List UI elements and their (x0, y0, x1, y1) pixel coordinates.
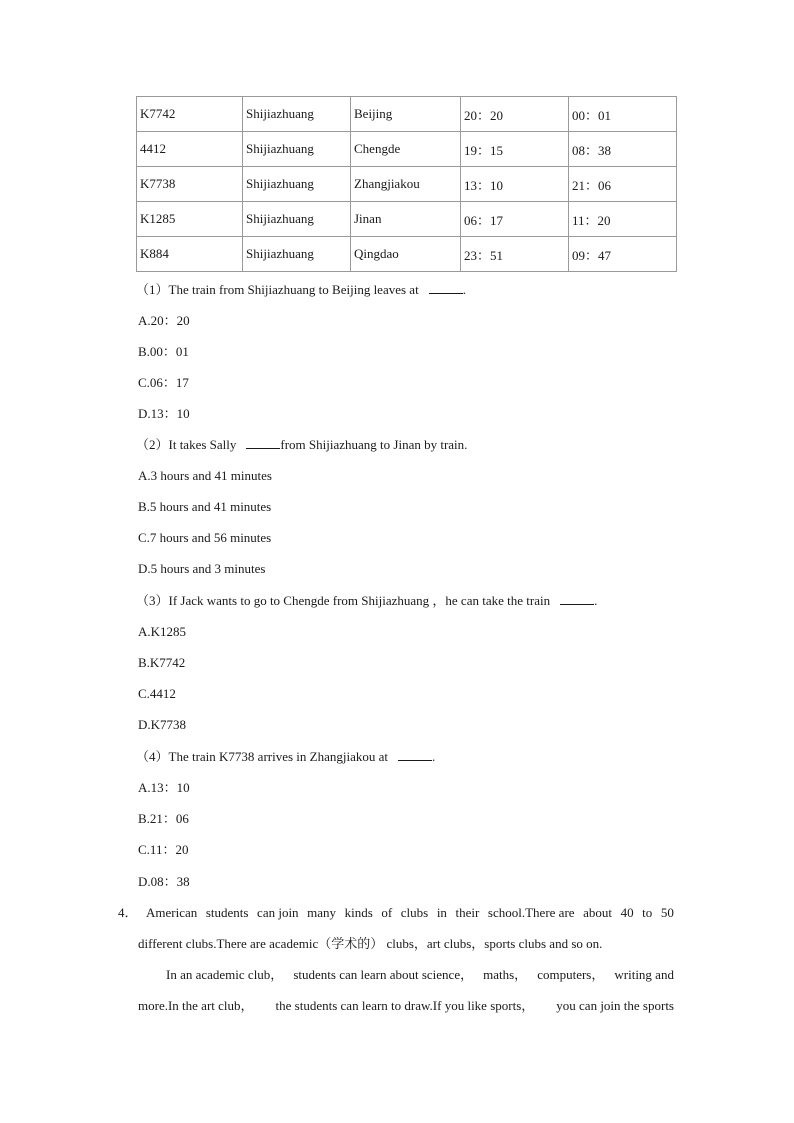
departure-time-cell: 23：51 (461, 237, 569, 272)
question-tail: . (594, 593, 598, 608)
word: in (436, 905, 447, 920)
word: clubs (400, 905, 429, 920)
table-row (137, 132, 677, 167)
question-3-stem (136, 593, 597, 609)
option-c: C.4412 (138, 686, 176, 701)
question-tail: . (462, 282, 466, 297)
train-number-cell: K1285 (137, 202, 243, 237)
question-text: （2）It takes Sally (136, 437, 237, 452)
option-a: A.20：20 (138, 313, 190, 328)
word: of (381, 905, 393, 920)
departure-station-cell: Shijiazhuang (243, 202, 351, 237)
question-text: （4）The train K7738 arrives in Zhangjiakou at (136, 749, 388, 764)
phrase: computers， (537, 967, 605, 982)
answer-blank (560, 593, 594, 605)
option-b: B.K7742 (138, 655, 186, 670)
phrase: maths， (483, 967, 528, 982)
word: kinds (344, 905, 373, 920)
word: to (642, 905, 653, 920)
passage-line-3 (166, 967, 674, 983)
destination-cell: Jinan (351, 202, 461, 237)
destination-cell: Qingdao (351, 237, 461, 272)
train-timetable (136, 96, 677, 272)
answer-blank (246, 437, 280, 449)
phrase: you can join the sports (556, 998, 674, 1013)
option-b: B.5 hours and 41 minutes (138, 499, 272, 514)
destination-cell: Zhangjiakou (351, 167, 461, 202)
answer-blank (398, 749, 432, 761)
table-row (137, 237, 677, 272)
phrase: more.In the art club， (138, 998, 254, 1013)
phrase: writing and (614, 967, 674, 982)
question-tail: . (432, 749, 436, 764)
train-number-cell: K7738 (137, 167, 243, 202)
departure-time-cell: 19：15 (461, 132, 569, 167)
question-text: （3）If Jack wants to go to Chengde from Shijiazhuang ，he can take the train (136, 593, 551, 608)
departure-station-cell: Shijiazhuang (243, 167, 351, 202)
departure-time-cell: 13：10 (461, 167, 569, 202)
table-row (137, 97, 677, 132)
destination-cell: Beijing (351, 97, 461, 132)
departure-station-cell: Shijiazhuang (243, 97, 351, 132)
option-b: B.21：06 (138, 811, 189, 826)
word: can join (257, 905, 299, 920)
word: 40 (620, 905, 634, 920)
word: American (146, 905, 198, 920)
option-c: C.11：20 (138, 842, 189, 857)
word: about (583, 905, 613, 920)
word: many (307, 905, 337, 920)
question-tail: from Shijiazhuang to Jinan by train. (280, 437, 468, 452)
option-d: D.08：38 (138, 874, 190, 889)
option-d: D.K7738 (138, 717, 187, 732)
arrival-time-cell: 08：38 (569, 132, 677, 167)
word: school.There are (487, 905, 575, 920)
word: 50 (660, 905, 674, 920)
answer-blank (429, 282, 463, 294)
phrase: In an academic club， (166, 967, 284, 982)
train-number-cell: K884 (137, 237, 243, 272)
table-row (137, 202, 677, 237)
arrival-time-cell: 21：06 (569, 167, 677, 202)
passage-line-4 (138, 998, 674, 1014)
option-d: D.5 hours and 3 minutes (138, 561, 266, 576)
train-number-cell: 4412 (137, 132, 243, 167)
phrase: the students can learn to draw.If you like sports， (275, 998, 535, 1013)
option-c: C.7 hours and 56 minutes (138, 530, 272, 545)
word: their (455, 905, 480, 920)
question-1-stem (136, 282, 466, 298)
option-a: A.3 hours and 41 minutes (138, 468, 272, 483)
phrase: students can learn about science， (293, 967, 474, 982)
passage-line-1 (146, 905, 674, 921)
passage-number: 4． (118, 905, 138, 920)
arrival-time-cell: 09：47 (569, 237, 677, 272)
table-row (137, 167, 677, 202)
arrival-time-cell: 11：20 (569, 202, 677, 237)
option-d: D.13：10 (138, 406, 190, 421)
word: students (205, 905, 249, 920)
question-2-stem (136, 437, 467, 453)
destination-cell: Chengde (351, 132, 461, 167)
passage-line-2: different clubs.There are academic（学术的） clubs，art clubs，sports clubs and so on. (138, 936, 603, 951)
option-b: B.00：01 (138, 344, 189, 359)
departure-time-cell: 20：20 (461, 97, 569, 132)
arrival-time-cell: 00：01 (569, 97, 677, 132)
option-a: A.13：10 (138, 780, 190, 795)
question-4-stem (136, 749, 435, 765)
option-a: A.K1285 (138, 624, 187, 639)
departure-station-cell: Shijiazhuang (243, 237, 351, 272)
departure-station-cell: Shijiazhuang (243, 132, 351, 167)
departure-time-cell: 06：17 (461, 202, 569, 237)
train-number-cell: K7742 (137, 97, 243, 132)
option-c: C.06：17 (138, 375, 189, 390)
question-text: （1）The train from Shijiazhuang to Beijing leaves at (136, 282, 419, 297)
